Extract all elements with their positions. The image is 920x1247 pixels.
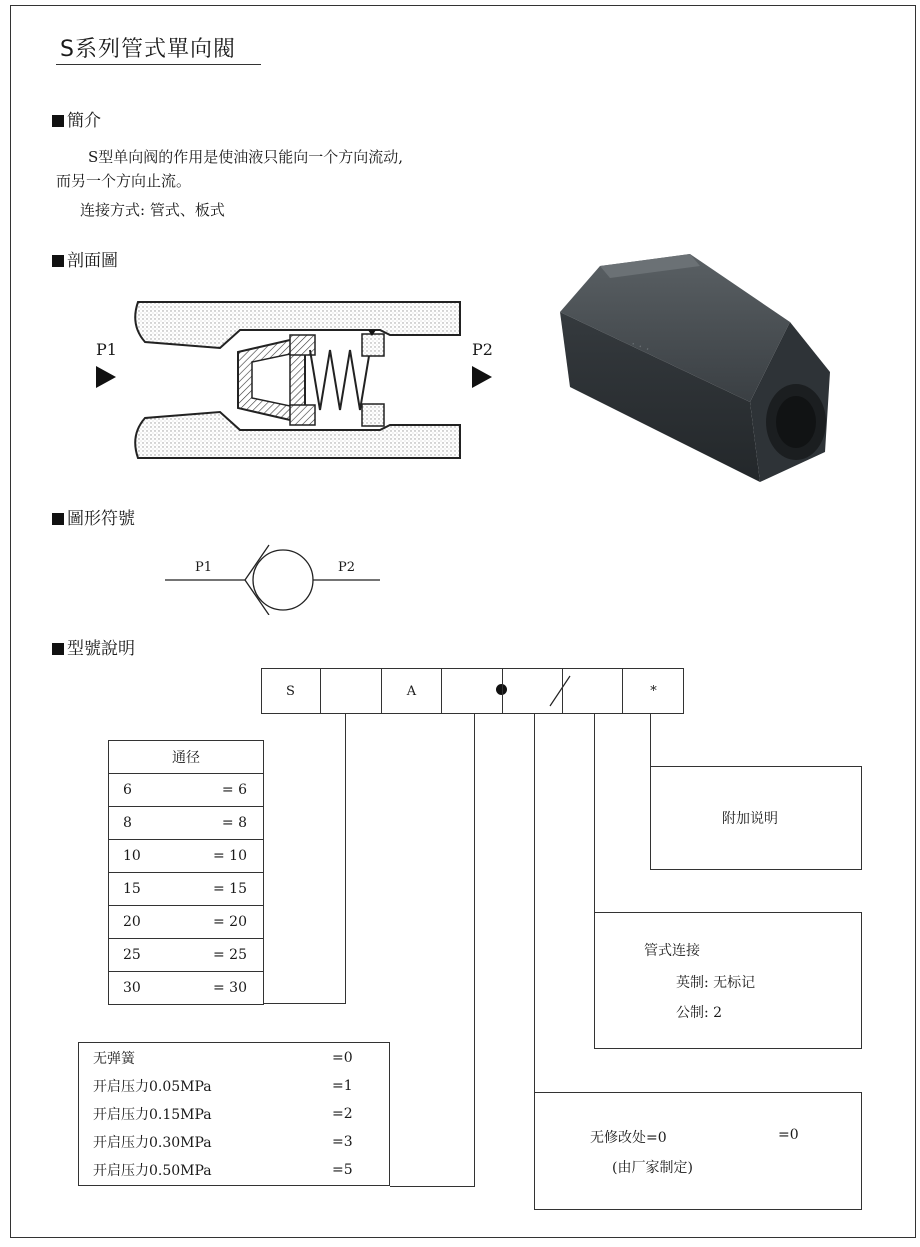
symbol-port-p2: P2 (338, 560, 356, 575)
bullet-square-icon (52, 643, 64, 655)
diameter-code: 30 (123, 980, 141, 996)
model-code-cell-7: * (650, 683, 657, 699)
diameter-value: = 20 (213, 914, 247, 930)
flow-arrow-in-icon (96, 366, 116, 388)
diameter-value: = 6 (221, 782, 247, 798)
bullet-square-icon (52, 115, 64, 127)
connector-line (650, 714, 651, 767)
diameter-value: = 30 (213, 980, 247, 996)
intro-line-3: 连接方式: 管式、板式 (80, 201, 225, 219)
extra-note-label: 附加说明 (722, 811, 778, 827)
modification-line-1: 无修改处=0 (590, 1130, 667, 1146)
spring-row-label: 开启压力0.05MPa (93, 1079, 212, 1095)
model-code-cell-1: S (261, 668, 321, 714)
diameter-code: 20 (123, 914, 141, 930)
diameter-code: 8 (123, 815, 132, 831)
diameter-table (108, 740, 264, 1005)
table-row (109, 939, 264, 972)
heading-symbol-label: 圖形符號 (67, 509, 135, 529)
cross-section-drawing (90, 290, 510, 470)
cross-section-port-p2: P2 (472, 340, 493, 359)
diameter-code: 25 (123, 947, 141, 963)
connection-metric: 公制: 2 (676, 1005, 723, 1021)
connector-line (594, 714, 595, 913)
modification-line-2: (由厂家制定) (612, 1160, 693, 1176)
intro-line-1: S型单向阀的作用是使油液只能向一个方向流动, (88, 148, 404, 166)
spring-row-value: =0 (332, 1050, 353, 1066)
divider-line (502, 668, 503, 714)
valve-photo (540, 252, 840, 492)
intro-line-2: 而另一个方向止流。 (56, 172, 192, 190)
heading-section-view (52, 246, 118, 271)
heading-symbol (52, 504, 135, 529)
svg-text:· · ·: · · · (628, 336, 652, 357)
diameter-value: = 8 (221, 815, 247, 831)
heading-intro-label: 簡介 (67, 111, 101, 131)
diameter-code: 6 (123, 782, 132, 798)
check-valve-symbol (165, 535, 385, 615)
flow-arrow-out-icon (472, 366, 492, 388)
table-row (109, 774, 264, 807)
bullet-square-icon (52, 513, 64, 525)
table-row (109, 873, 264, 906)
page-title: S系列管式單向閥 (60, 37, 236, 62)
spring-row-value: =3 (332, 1134, 353, 1150)
title-underline (56, 64, 261, 65)
spring-row-label: 开启压力0.15MPa (93, 1107, 212, 1123)
modification-value: =0 (778, 1127, 799, 1143)
table-row (109, 807, 264, 840)
spring-row-label: 开启压力0.50MPa (93, 1163, 212, 1179)
diameter-value: = 10 (213, 848, 247, 864)
model-code-cell-6 (562, 668, 623, 714)
connector-line (264, 1003, 346, 1004)
diameter-value: = 15 (213, 881, 247, 897)
connector-line (474, 714, 475, 1187)
connection-imperial: 英制: 无标记 (676, 975, 756, 991)
diameter-code: 15 (123, 881, 141, 897)
heading-model-label: 型號說明 (67, 639, 135, 659)
table-row (109, 972, 264, 1005)
spring-row-value: =2 (332, 1106, 353, 1122)
modification-box (534, 1092, 862, 1210)
diameter-value: = 25 (213, 947, 247, 963)
spring-row-label: 开启压力0.30MPa (93, 1135, 212, 1151)
diameter-code: 10 (123, 848, 141, 864)
connector-line (534, 714, 535, 1093)
spring-row-label: 无弹簧 (93, 1051, 135, 1067)
connection-title: 管式连接 (644, 943, 700, 959)
table-row (109, 906, 264, 939)
connector-line (345, 714, 346, 1004)
cross-section-port-p1: P1 (96, 340, 117, 359)
spring-row-value: =5 (332, 1162, 353, 1178)
connector-line (390, 1186, 475, 1187)
heading-section-view-label: 剖面圖 (67, 251, 118, 271)
diameter-table-header: 通径 (109, 741, 264, 774)
bullet-square-icon (52, 255, 64, 267)
symbol-port-p1: P1 (195, 560, 213, 575)
heading-model (52, 634, 135, 659)
table-row (109, 840, 264, 873)
model-code-cell-2 (321, 668, 382, 714)
heading-intro (52, 106, 101, 131)
model-code-cell-3: A (382, 668, 442, 714)
spring-row-value: =1 (332, 1078, 353, 1094)
